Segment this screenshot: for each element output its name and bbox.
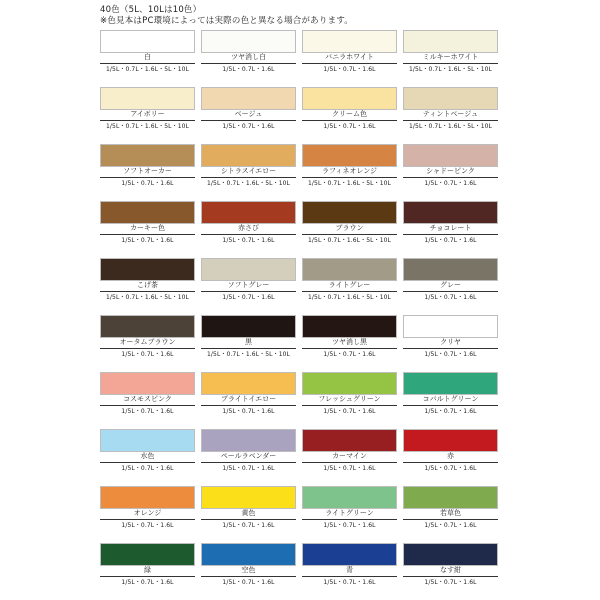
divider-line bbox=[403, 462, 498, 463]
color-swatch-card bbox=[403, 484, 498, 541]
color-swatch-card bbox=[403, 142, 498, 199]
color-swatch-card bbox=[302, 370, 397, 427]
color-swatch bbox=[100, 315, 195, 338]
available-sizes: 1/5L・0.7L・1.6L bbox=[222, 237, 275, 244]
available-sizes: 1/5L・0.7L・1.6L bbox=[323, 408, 376, 415]
divider-line bbox=[100, 120, 195, 121]
color-name: こげ茶 bbox=[137, 281, 158, 289]
color-name: コスモスピンク bbox=[123, 395, 172, 403]
color-swatch bbox=[100, 30, 195, 53]
color-swatch-card bbox=[201, 427, 296, 484]
divider-line bbox=[100, 63, 195, 64]
available-sizes: 1/5L・0.7L・1.6L bbox=[323, 579, 376, 586]
available-sizes: 1/5L・0.7L・1.6L bbox=[424, 180, 477, 187]
color-swatch-card bbox=[100, 370, 195, 427]
chart-header bbox=[100, 5, 520, 27]
available-sizes: 1/5L・0.7L・1.6L bbox=[222, 294, 275, 301]
color-swatch-card bbox=[100, 541, 195, 598]
color-swatch bbox=[403, 144, 498, 167]
divider-line bbox=[100, 348, 195, 349]
color-swatch bbox=[403, 543, 498, 566]
divider-line bbox=[403, 291, 498, 292]
color-name: ブライトイエロー bbox=[220, 395, 277, 403]
available-sizes: 1/5L・0.7L・1.6L bbox=[121, 465, 174, 472]
color-swatch-card bbox=[403, 199, 498, 256]
color-name: グレー bbox=[440, 281, 461, 289]
available-sizes: 1/5L・0.7L・1.6L・5L・10L bbox=[307, 294, 391, 301]
color-swatch bbox=[100, 87, 195, 110]
divider-line bbox=[201, 234, 296, 235]
divider-line bbox=[403, 519, 498, 520]
color-name: 黒 bbox=[245, 338, 252, 346]
color-name: 青 bbox=[346, 566, 353, 574]
color-swatch bbox=[100, 543, 195, 566]
color-name: ソフトオーカー bbox=[123, 167, 172, 175]
available-sizes: 1/5L・0.7L・1.6L bbox=[222, 123, 275, 130]
color-name: ツヤ消し黒 bbox=[332, 338, 367, 346]
color-name: クリーム色 bbox=[332, 110, 367, 118]
available-sizes: 1/5L・0.7L・1.6L・5L・10L bbox=[307, 237, 391, 244]
color-swatch bbox=[403, 315, 498, 338]
available-sizes: 1/5L・0.7L・1.6L bbox=[121, 351, 174, 358]
available-sizes: 1/5L・0.7L・1.6L bbox=[121, 579, 174, 586]
color-name: シャドーピンク bbox=[426, 167, 475, 175]
color-swatch-card bbox=[201, 142, 296, 199]
divider-line bbox=[100, 405, 195, 406]
color-swatch bbox=[302, 486, 397, 509]
available-sizes: 1/5L・0.7L・1.6L bbox=[424, 408, 477, 415]
color-swatch bbox=[403, 372, 498, 395]
color-swatch bbox=[201, 258, 296, 281]
color-swatch-card bbox=[100, 484, 195, 541]
color-swatch bbox=[201, 429, 296, 452]
available-sizes: 1/5L・0.7L・1.6L bbox=[323, 351, 376, 358]
color-swatch bbox=[100, 144, 195, 167]
available-sizes: 1/5L・0.7L・1.6L・5L・10L bbox=[408, 123, 492, 130]
color-swatch-card bbox=[302, 85, 397, 142]
divider-line bbox=[403, 405, 498, 406]
color-name: カーキー色 bbox=[130, 224, 165, 232]
color-name: 若草色 bbox=[440, 509, 461, 517]
color-swatch-card bbox=[403, 427, 498, 484]
divider-line bbox=[302, 177, 397, 178]
color-swatch-card bbox=[100, 427, 195, 484]
color-swatch-card bbox=[201, 85, 296, 142]
color-name: 赤さび bbox=[238, 224, 259, 232]
divider-line bbox=[100, 177, 195, 178]
color-name: 白 bbox=[144, 53, 151, 61]
color-swatch-card bbox=[100, 85, 195, 142]
color-swatch-card bbox=[302, 313, 397, 370]
color-name: オータムブラウン bbox=[119, 338, 176, 346]
available-sizes: 1/5L・0.7L・1.6L bbox=[424, 579, 477, 586]
color-swatch bbox=[100, 201, 195, 224]
available-sizes: 1/5L・0.7L・1.6L・5L・10L bbox=[206, 351, 290, 358]
color-swatch bbox=[100, 429, 195, 452]
color-swatch-card bbox=[403, 28, 498, 85]
color-swatch-card bbox=[201, 28, 296, 85]
color-swatch-card bbox=[201, 256, 296, 313]
color-swatch-card bbox=[100, 142, 195, 199]
color-name: チョコレート bbox=[429, 224, 472, 232]
color-swatch-card bbox=[201, 313, 296, 370]
color-swatch bbox=[201, 372, 296, 395]
color-name: バニラホワイト bbox=[325, 53, 374, 61]
color-swatch bbox=[302, 372, 397, 395]
available-sizes: 1/5L・0.7L・1.6L・5L・10L bbox=[105, 294, 189, 301]
color-swatch-card bbox=[302, 28, 397, 85]
available-sizes: 1/5L・0.7L・1.6L bbox=[323, 66, 376, 73]
color-swatch bbox=[100, 372, 195, 395]
color-name: クリヤ bbox=[440, 338, 461, 346]
color-swatch-card bbox=[100, 199, 195, 256]
color-swatch bbox=[403, 486, 498, 509]
color-swatch bbox=[201, 315, 296, 338]
divider-line bbox=[100, 291, 195, 292]
available-sizes: 1/5L・0.7L・1.6L・5L・10L bbox=[307, 180, 391, 187]
color-name: アイボリー bbox=[130, 110, 165, 118]
color-swatch bbox=[302, 144, 397, 167]
divider-line bbox=[302, 291, 397, 292]
available-sizes: 1/5L・0.7L・1.6L bbox=[222, 522, 275, 529]
color-swatch bbox=[100, 258, 195, 281]
color-name: 水色 bbox=[140, 452, 155, 460]
divider-line bbox=[302, 576, 397, 577]
color-swatch bbox=[201, 543, 296, 566]
color-swatch-card bbox=[100, 28, 195, 85]
available-sizes: 1/5L・0.7L・1.6L bbox=[424, 294, 477, 301]
available-sizes: 1/5L・0.7L・1.6L bbox=[222, 408, 275, 415]
divider-line bbox=[403, 348, 498, 349]
color-swatch bbox=[403, 30, 498, 53]
available-sizes: 1/5L・0.7L・1.6L bbox=[121, 180, 174, 187]
divider-line bbox=[302, 348, 397, 349]
available-sizes: 1/5L・0.7L・1.6L・5L・10L bbox=[105, 123, 189, 130]
color-swatch bbox=[201, 30, 296, 53]
divider-line bbox=[201, 462, 296, 463]
color-name: 緑 bbox=[144, 566, 151, 574]
color-name: 黄色 bbox=[241, 509, 256, 517]
available-sizes: 1/5L・0.7L・1.6L・5L・10L bbox=[105, 66, 189, 73]
color-name: ブラウン bbox=[335, 224, 364, 232]
available-sizes: 1/5L・0.7L・1.6L bbox=[222, 66, 275, 73]
color-swatch bbox=[302, 315, 397, 338]
color-swatch bbox=[302, 87, 397, 110]
color-name: シトラスイエロー bbox=[220, 167, 277, 175]
color-swatch-card bbox=[403, 85, 498, 142]
color-swatch bbox=[302, 429, 397, 452]
color-swatch-card bbox=[100, 256, 195, 313]
color-name: ティントベージュ bbox=[422, 110, 479, 118]
divider-line bbox=[302, 120, 397, 121]
divider-line bbox=[201, 120, 296, 121]
divider-line bbox=[403, 177, 498, 178]
available-sizes: 1/5L・0.7L・1.6L・5L・10L bbox=[408, 66, 492, 73]
color-swatch bbox=[201, 201, 296, 224]
color-name: ベージュ bbox=[234, 110, 263, 118]
color-name: カーマイン bbox=[332, 452, 367, 460]
color-swatch-card bbox=[302, 484, 397, 541]
color-swatch bbox=[302, 201, 397, 224]
divider-line bbox=[302, 63, 397, 64]
color-swatch bbox=[302, 543, 397, 566]
available-sizes: 1/5L・0.7L・1.6L bbox=[323, 465, 376, 472]
color-disclaimer-note: ※色見本はPC環境によっては実際の色と異なる場合があります。 bbox=[100, 16, 354, 26]
color-name: ライトグレー bbox=[328, 281, 371, 289]
divider-line bbox=[302, 519, 397, 520]
available-sizes: 1/5L・0.7L・1.6L bbox=[222, 465, 275, 472]
color-swatch bbox=[201, 486, 296, 509]
color-swatch bbox=[100, 486, 195, 509]
divider-line bbox=[201, 177, 296, 178]
color-swatch bbox=[403, 258, 498, 281]
divider-line bbox=[302, 405, 397, 406]
available-sizes: 1/5L・0.7L・1.6L bbox=[323, 522, 376, 529]
color-swatch-card bbox=[201, 199, 296, 256]
color-swatch-card bbox=[302, 256, 397, 313]
color-swatch-card bbox=[201, 541, 296, 598]
color-name: 赤 bbox=[447, 452, 454, 460]
divider-line bbox=[201, 576, 296, 577]
color-swatch-card bbox=[100, 313, 195, 370]
available-sizes: 1/5L・0.7L・1.6L・5L・10L bbox=[206, 180, 290, 187]
color-name: 空色 bbox=[241, 566, 256, 574]
color-name: オレンジ bbox=[133, 509, 162, 517]
color-swatch-card bbox=[302, 142, 397, 199]
divider-line bbox=[403, 234, 498, 235]
color-swatch-card bbox=[403, 370, 498, 427]
color-swatch bbox=[403, 87, 498, 110]
color-swatch-card bbox=[302, 541, 397, 598]
color-swatch-card bbox=[201, 484, 296, 541]
available-sizes: 1/5L・0.7L・1.6L bbox=[121, 408, 174, 415]
color-swatch bbox=[302, 30, 397, 53]
available-sizes: 1/5L・0.7L・1.6L bbox=[222, 579, 275, 586]
color-name: ソフトグレー bbox=[227, 281, 270, 289]
color-swatch-card bbox=[201, 370, 296, 427]
divider-line bbox=[201, 405, 296, 406]
available-sizes: 1/5L・0.7L・1.6L bbox=[424, 237, 477, 244]
divider-line bbox=[100, 234, 195, 235]
color-swatch-card bbox=[403, 313, 498, 370]
color-name: ツヤ消し白 bbox=[231, 53, 266, 61]
divider-line bbox=[201, 348, 296, 349]
color-swatch bbox=[201, 144, 296, 167]
divider-line bbox=[302, 462, 397, 463]
color-name: ミルキーホワイト bbox=[422, 53, 479, 61]
available-sizes: 1/5L・0.7L・1.6L bbox=[424, 465, 477, 472]
color-name: フレッシュグリーン bbox=[318, 395, 381, 403]
color-name: ラフィネオレンジ bbox=[321, 167, 378, 175]
available-sizes: 1/5L・0.7L・1.6L bbox=[121, 237, 174, 244]
color-name: ライトグリーン bbox=[325, 509, 374, 517]
color-name: ペールラベンダー bbox=[220, 452, 277, 460]
color-name: なす紺 bbox=[440, 566, 461, 574]
divider-line bbox=[201, 291, 296, 292]
color-name: コバルトグリーン bbox=[422, 395, 479, 403]
available-sizes: 1/5L・0.7L・1.6L bbox=[424, 351, 477, 358]
divider-line bbox=[403, 120, 498, 121]
divider-line bbox=[201, 519, 296, 520]
color-count-note: 40色（5L、10Lは10色） bbox=[100, 5, 202, 15]
color-swatch bbox=[302, 258, 397, 281]
available-sizes: 1/5L・0.7L・1.6L bbox=[424, 522, 477, 529]
color-swatch bbox=[403, 201, 498, 224]
divider-line bbox=[100, 462, 195, 463]
divider-line bbox=[100, 576, 195, 577]
color-swatch-card bbox=[302, 427, 397, 484]
divider-line bbox=[201, 63, 296, 64]
color-swatch bbox=[403, 429, 498, 452]
available-sizes: 1/5L・0.7L・1.6L bbox=[121, 522, 174, 529]
divider-line bbox=[403, 63, 498, 64]
available-sizes: 1/5L・0.7L・1.6L bbox=[323, 123, 376, 130]
divider-line bbox=[302, 234, 397, 235]
color-swatch-card bbox=[403, 256, 498, 313]
color-swatch-grid bbox=[100, 28, 500, 598]
color-swatch-card bbox=[403, 541, 498, 598]
divider-line bbox=[100, 519, 195, 520]
divider-line bbox=[403, 576, 498, 577]
color-swatch bbox=[201, 87, 296, 110]
color-swatch-card bbox=[302, 199, 397, 256]
